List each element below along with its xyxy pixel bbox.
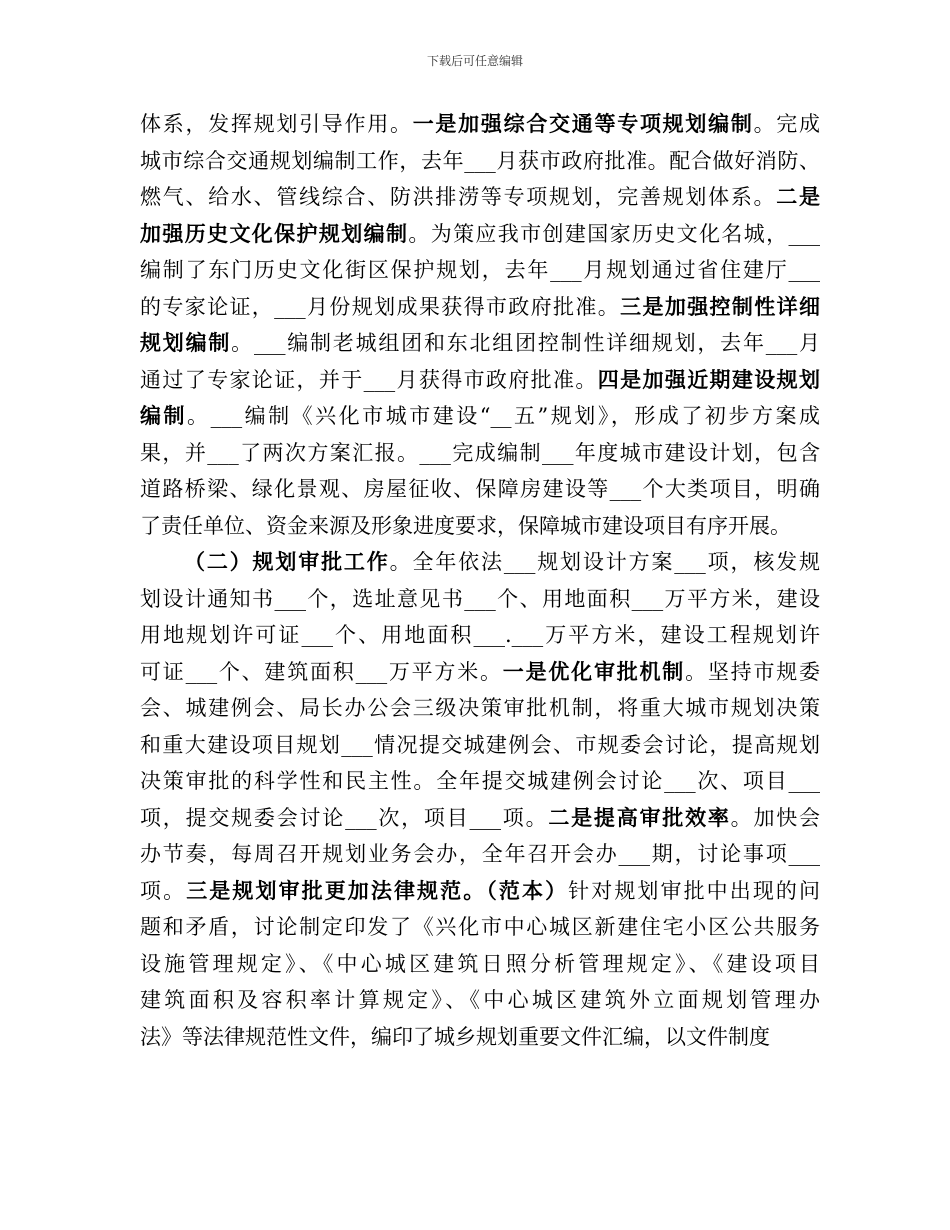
text-run: 城市综合交通规划编制工作，去年___月获市政府批准。配合做好消防、 — [140, 148, 820, 173]
text-run: 。坚持市规委 — [685, 659, 820, 684]
text-line — [140, 982, 820, 1019]
text-line — [140, 106, 820, 143]
bold-run: 四是加强近期建设规划 — [597, 366, 820, 392]
text-line — [140, 471, 820, 508]
text-line — [140, 398, 820, 435]
text-line — [140, 873, 820, 910]
bold-run: 二是提高审批效率 — [548, 804, 731, 830]
text-line — [140, 727, 820, 764]
text-line — [140, 435, 820, 472]
text-line — [140, 216, 820, 253]
text-run: 法》等法律规范性文件，编印了城乡规划重要文件汇编，以文件制度 — [140, 1024, 770, 1049]
text-line — [140, 289, 820, 326]
bold-run: （二）规划审批工作 — [184, 549, 390, 574]
text-line — [140, 763, 820, 800]
text-run: 办节奏，每周召开规划业务会办，全年召开会办___期，讨论事项___ — [140, 842, 820, 866]
text-line — [140, 836, 820, 873]
text-run: 通过了专家论证，并于___月获得市政府批准。 — [140, 367, 598, 392]
text-line — [140, 690, 820, 727]
text-run: 的专家论证，___月份规划成果获得市政府批准。 — [140, 294, 621, 319]
text-run: 。加快会 — [730, 805, 820, 830]
text-run: 决策审批的科学性和民主性。全年提交城建例会讨论___次、项目___ — [140, 769, 820, 793]
text-line — [140, 800, 820, 837]
text-line — [140, 508, 820, 545]
text-run: 可证___个、建筑面积___万平方米。 — [140, 659, 503, 684]
text-run: 编制了东门历史文化街区保护规划，去年___月规划通过省住建厅___ — [140, 258, 820, 282]
text-run: 道路桥梁、绿化景观、房屋征收、保障房建设等___个大类项目，明确 — [140, 477, 820, 501]
text-line — [140, 1019, 820, 1056]
bold-run: 三是加强控制性详细 — [620, 293, 820, 319]
bold-run: 三是规划审批更加法律规范。（范本） — [186, 877, 569, 903]
text-run: 项，提交规委会讨论___次，项目___项。 — [140, 805, 549, 830]
text-line — [140, 909, 820, 946]
text-run: 体系，发挥规划引导作用。 — [140, 112, 413, 136]
bold-run: 二是 — [776, 184, 820, 209]
text-line — [140, 325, 820, 362]
text-line — [140, 654, 820, 691]
text-run: 建筑面积及容积率计算规定》、《中心城区建筑外立面规划管理办 — [140, 988, 820, 1012]
text-run: 。全年依法___规划设计方案___项，核发规 — [389, 550, 820, 574]
text-line — [140, 252, 820, 289]
text-run: 。___编制老城组团和东北组团控制性详细规划，去年___月 — [231, 331, 820, 355]
text-line — [140, 581, 820, 618]
bold-run: 编制 — [140, 403, 188, 428]
text-line — [140, 946, 820, 983]
bold-run: 一是优化审批机制 — [502, 658, 686, 684]
text-line — [140, 544, 820, 581]
text-run: 划设计通知书___个，选址意见书___个、用地面积___万平方米，建设 — [140, 586, 820, 611]
text-run: 了责任单位、资金来源及形象进度要求，保障城市建设项目有序开展。 — [140, 513, 791, 538]
text-run: 燃气、给水、管线综合、防洪排涝等专项规划，完善规划体系。 — [140, 185, 777, 209]
text-run: 针对规划审批中出现的问 — [568, 878, 820, 903]
text-run: 题和矛盾，讨论制定印发了《兴化市中心城区新建住宅小区公共服务 — [140, 915, 820, 939]
text-run: 果，并___了两次方案汇报。___完成编制___年度城市建设计划，包含 — [140, 440, 820, 465]
page-header: 下载后可任意编辑 — [426, 54, 523, 68]
text-run: 。完成 — [753, 112, 820, 136]
text-run: 和重大建设项目规划___情况提交城建例会、市规委会讨论，提高规划 — [140, 732, 820, 757]
text-run: 用地规划许可证___个、用地面积___.___万平方米，建设工程规划许 — [140, 623, 820, 647]
text-line — [140, 362, 820, 399]
text-line — [140, 617, 820, 654]
bold-run: 一是加强综合交通等专项规划编制 — [412, 111, 754, 136]
text-line — [140, 179, 820, 216]
text-run: 会、城建例会、局长办公会三级决策审批机制，将重大城市规划决策 — [140, 696, 820, 720]
text-line — [140, 143, 820, 180]
text-run: 。为策应我市创建国家历史文化名城，___ — [408, 221, 820, 246]
text-run: 。___编制《兴化市城市建设“__五”规划》，形成了初步方案成 — [187, 404, 820, 428]
text-run: 设施管理规定》、《中心城区建筑日照分析管理规定》、《建设项目 — [140, 951, 820, 976]
bold-run: 加强历史文化保护规划编制 — [140, 220, 409, 246]
text-run: 项。 — [140, 878, 187, 903]
document-body — [140, 106, 820, 1055]
bold-run: 规划编制 — [140, 330, 232, 355]
